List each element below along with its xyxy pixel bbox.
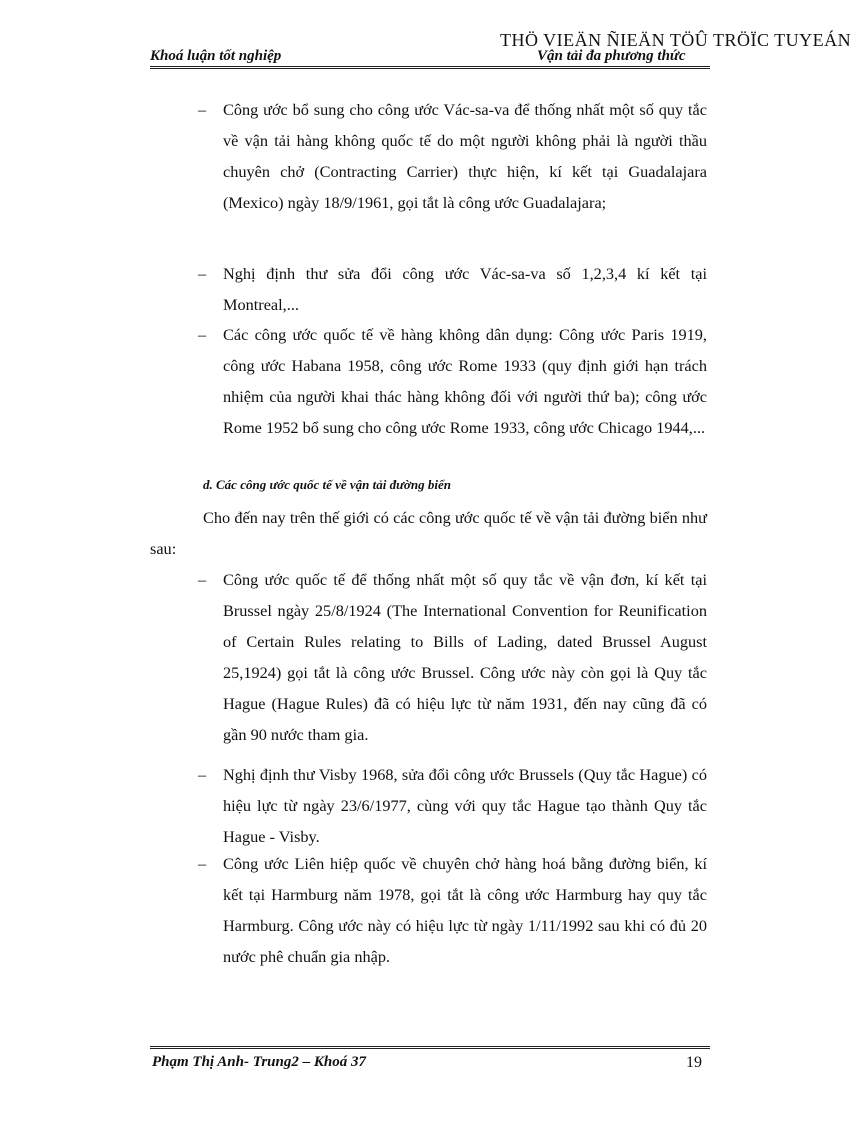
bullet-marker: – — [198, 100, 207, 119]
bullet-marker: – — [198, 570, 207, 589]
header-rule — [150, 66, 710, 69]
list-item: Nghị định thư Visby 1968, sửa đổi công ước Brussels (Quy tắc Hague) có hiệu lực từ ngày 23/6/1977, cùng với quy tắc Hague tạo thành Quy tắc Hague - Visby. — [223, 765, 707, 846]
bullet-marker: – — [198, 765, 207, 784]
bullet-marker: – — [198, 325, 207, 344]
list-item: Nghị định thư sửa đổi công ước Vác-sa-va số 1,2,3,4 kí kết tại Montreal,... — [223, 264, 707, 314]
bullet-marker: – — [198, 854, 207, 873]
list-item: Công ước Liên hiệp quốc về chuyên chở hàng hoá bằng đường biển, kí kết tại Harmburg năm 1978, gọi tắt là công ước Harmburg hay quy tắc Harmburg. Công ước này có hiệu lực từ ngày 1/11/1992 sau khi có đủ 20 nước phê chuẩn gia nhập. — [223, 854, 707, 966]
library-watermark: THÖ VIEÄN ÑIEÄN TÖÛ TRÖÏC TUYEÁN — [500, 30, 851, 50]
footer-rule — [150, 1046, 710, 1049]
page-number: 19 — [686, 1054, 702, 1071]
list-item: Công ước bổ sung cho công ước Vác-sa-va để thống nhất một số quy tắc về vận tải hàng không quốc tế do một người không phải là người thầu chuyên chở (Contracting Carrier) thực hiện, kí kết tại Guadalajara (Mexico) ngày 18/9/1961, gọi tắt là công ước Guadalajara; — [223, 100, 707, 212]
intro-paragraph: Cho đến nay trên thế giới có các công ước quốc tế về vận tải đường biển như sau: — [150, 508, 707, 558]
bullet-marker: – — [198, 264, 207, 283]
section-heading: d. Các công ước quốc tế về vận tải đường biển — [203, 477, 451, 492]
footer-author: Phạm Thị Anh- Trung2 – Khoá 37 — [152, 1054, 366, 1070]
header-thesis-label: Khoá luận tốt nghiệp — [150, 48, 282, 64]
list-item: Công ước quốc tế để thống nhất một số quy tắc về vận đơn, kí kết tại Brussel ngày 25/8/1924 (The International Convention for Reunification of Certain Rules relating to Bills of Lading, dated Brussel August 25,1924) gọi tắt là công ước Brussel. Công ước này còn gọi là Quy tắc Hague (Hague Rules) đã có hiệu lực từ năm 1931, đến nay cũng đã có gần 90 nước tham gia. — [223, 570, 707, 744]
list-item: Các công ước quốc tế về hàng không dân dụng: Công ước Paris 1919, công ước Habana 1958, công ước Rome 1933 (quy định giới hạn trách nhiệm của người khai thác hàng không đối với người thứ ba); công ước Rome 1952 bổ sung cho công ước Rome 1933, công ước Chicago 1944,... — [223, 325, 707, 437]
header-topic-label: Vận tải đa phương thức — [537, 48, 686, 64]
